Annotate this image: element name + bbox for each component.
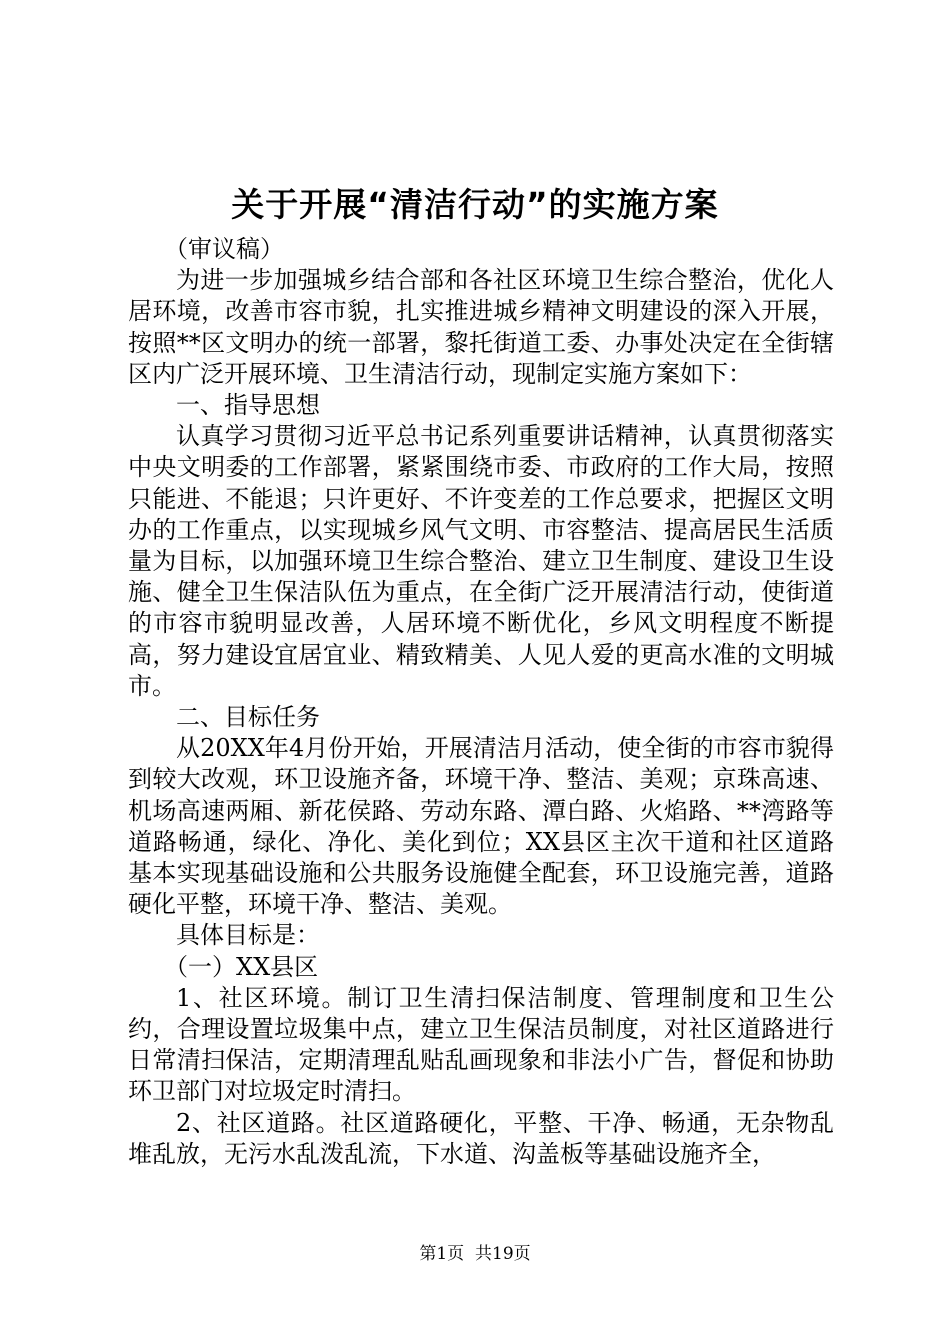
draft-note: （审议稿） bbox=[164, 235, 284, 263]
heading-guiding-ideology: 一、指导思想 bbox=[176, 391, 320, 420]
page-number: 第1页 bbox=[419, 1244, 465, 1264]
page-total: 共19页 bbox=[475, 1244, 531, 1264]
paragraph-guiding-ideology: 认真学习贯彻习近平总书记系列重要讲话精神，认真贯彻落实中央文明委的工作部署，紧紧围绕市委、市政府的工作大局，按照只能进、不能退；只许更好、不许变差的工作总要求，把握区文明办的工作重点，以实现城乡风气文明、市容整洁、提高居民生活质量为目标，以加强环境卫生综合整治、建立卫生制度、建设卫生设施、健全卫生保洁队伍为重点，在全街广泛开展清洁行动，使街道的市容市貌明显改善，人居环境不断优化，乡风文明程度不断提高，努力建设宜居宜业、精致精美、人见人爱的更高水准的文明城市。 bbox=[128, 422, 834, 700]
paragraph-community-environment: 1、社区环境。制订卫生清扫保洁制度、管理制度和卫生公约，合理设置垃圾集中点，建立卫生保洁员制度，对社区道路进行日常清扫保洁，定期清理乱贴乱画现象和非法小广告，督促和协助环卫部门对垃圾定时清扫。 bbox=[128, 983, 834, 1106]
document-title: 关于开展“清洁行动”的实施方案 bbox=[231, 185, 719, 224]
paragraph-intro: 为进一步加强城乡结合部和各社区环境卫生综合整治，优化人居环境，改善市容市貌，扎实推进城乡精神文明建设的深入开展，按照**区文明办的统一部署，黎托街道工委、办事处决定在全街辖区内广泛开展环境、卫生清洁行动，现制定实施方案如下： bbox=[128, 266, 834, 388]
paragraph-community-roads: 2、社区道路。社区道路硬化，平整、干净、畅通，无杂物乱堆乱放，无污水乱泼乱流，下水道、沟盖板等基础设施齐全， bbox=[128, 1108, 834, 1168]
subheading-county: （一）XX县区 bbox=[164, 952, 319, 981]
heading-goals: 二、目标任务 bbox=[176, 703, 320, 732]
paragraph-goals: 从20XX年4月份开始，开展清洁月活动，使全街的市容市貌得到较大改观，环卫设施齐备，环境干净、整洁、美观；京珠高速、机场高速两厢、新花侯路、劳动东路、潭白路、火焰路、**湾路等道路畅通，绿化、净化、美化到位；XX县区主次干道和社区道路基本实现基础设施和公共服务设施健全配套，环卫设施完善，道路硬化平整，环境干净、整洁、美观。 bbox=[128, 734, 834, 919]
specific-goals-label: 具体目标是： bbox=[176, 921, 320, 950]
page-footer bbox=[0, 1242, 950, 1266]
document-body bbox=[128, 234, 834, 1170]
